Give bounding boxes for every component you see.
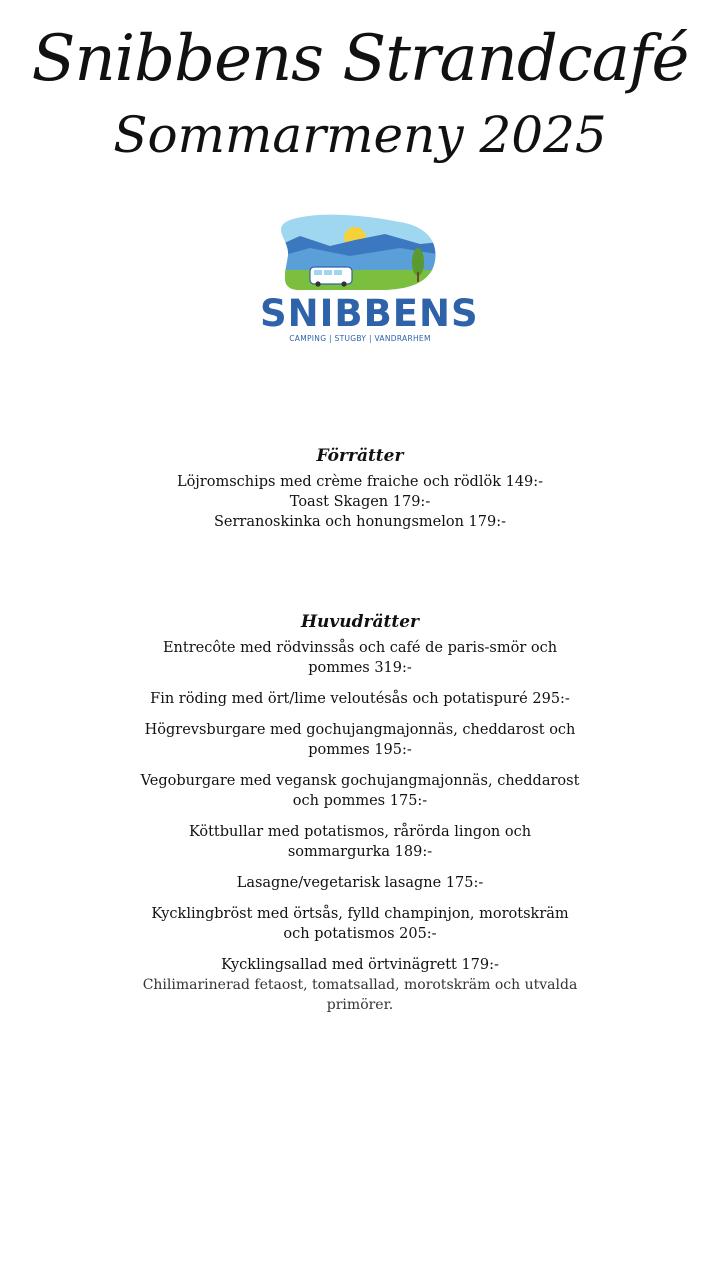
landscape-logo-icon xyxy=(260,212,460,294)
menu-item: Lasagne/vegetarisk lasagne 175:- xyxy=(236,875,484,891)
menu-item: Köttbullar med potatismos, rårörda lingon och sommargurka 189:- xyxy=(188,824,532,860)
menu-item: Vegoburgare med vegansk gochujangmajonnäs, cheddarost och pommes 175:- xyxy=(140,773,580,809)
starters-heading: Förrätter xyxy=(316,446,404,466)
page-subtitle: Sommarmeny 2025 xyxy=(113,106,607,164)
starters-section xyxy=(140,446,580,532)
snibbens-logo xyxy=(260,212,479,347)
menu-item: Löjromschips med crème fraiche och rödlök 149:- xyxy=(176,474,544,490)
logo-tagline: CAMPING | STUGBY | VANDRARHEM xyxy=(289,334,431,343)
mains-section xyxy=(140,612,580,1015)
menu-item: Serranoskinka och honungsmelon 179:- xyxy=(213,514,507,530)
menu-item: Fin röding med ört/lime veloutésås och potatispuré 295:- xyxy=(150,691,570,707)
menu-item: Toast Skagen 179:- xyxy=(289,494,431,510)
menu-item-description: Chilimarinerad fetaost, tomatsallad, morotskräm och utvalda primörer. xyxy=(142,977,578,1013)
page-title: Snibbens Strandcafé xyxy=(31,22,689,96)
menu-item: Entrecôte med rödvinssås och café de paris-smör och pommes 319:- xyxy=(162,640,558,676)
menu-item: Kycklingsallad med örtvinägrett 179:- xyxy=(221,957,499,973)
mains-heading: Huvudrätter xyxy=(301,612,419,632)
logo-wordmark: SNIBBENS xyxy=(260,292,479,335)
menu-item: Kycklingbröst med örtsås, fylld champinjon, morotskräm och potatismos 205:- xyxy=(151,906,569,942)
menu-item: Högrevsburgare med gochujangmajonnäs, cheddarost och pommes 195:- xyxy=(144,722,576,758)
